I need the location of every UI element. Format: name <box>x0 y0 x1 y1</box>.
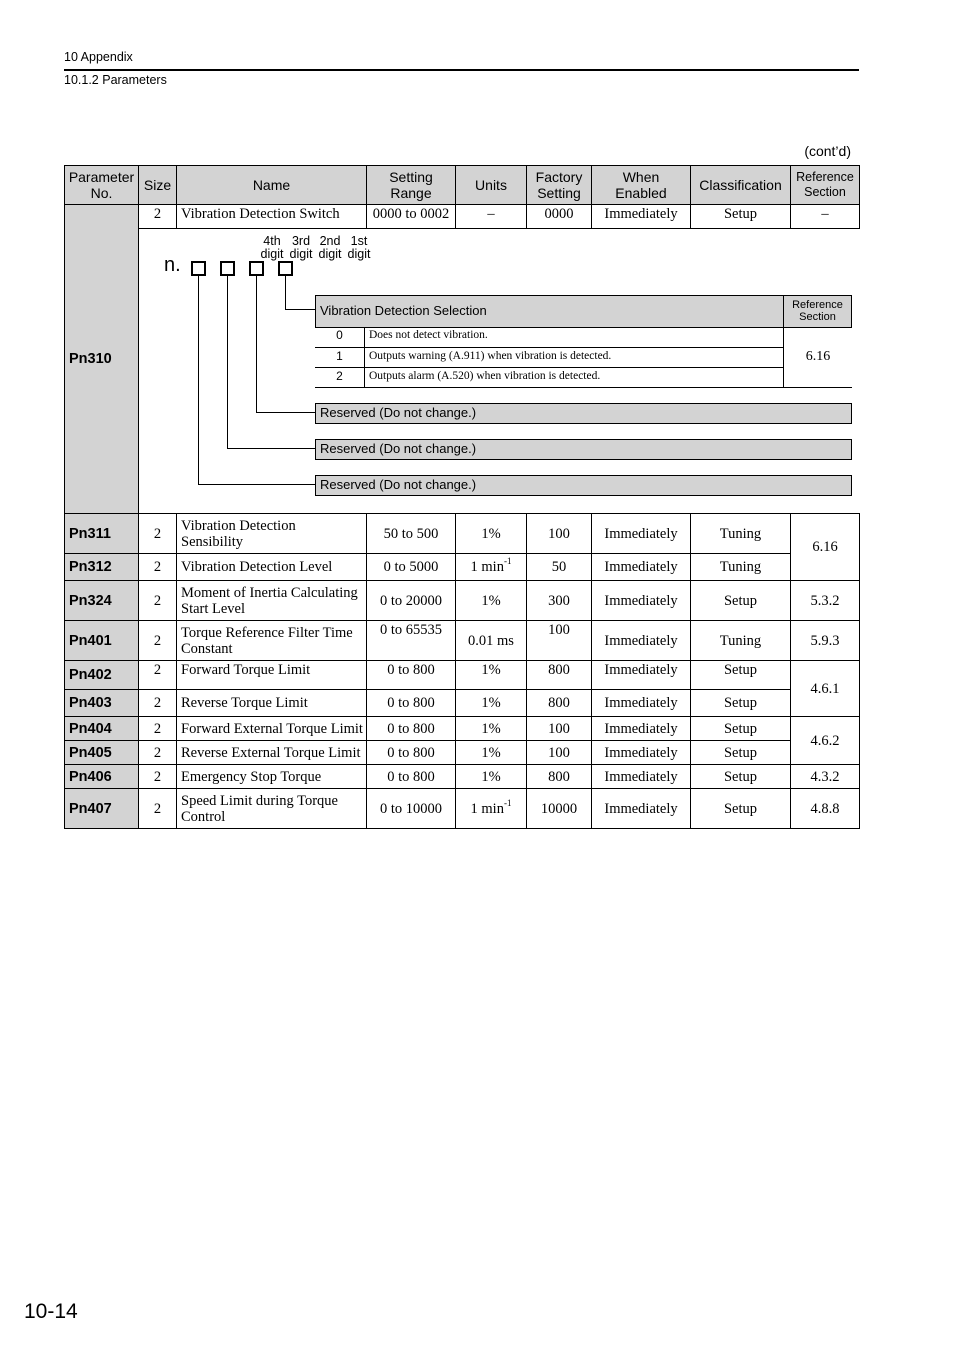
name-cell: Vibration Detection Sensibility <box>177 514 367 554</box>
header-rule <box>64 69 859 71</box>
units-cell: 1% <box>456 741 527 765</box>
classification-cell: Tuning <box>691 514 791 554</box>
name-cell: Reverse Torque Limit <box>177 690 367 717</box>
col-header-factory-setting: Factory Setting <box>527 166 592 205</box>
param-no-cell: Pn324 <box>65 581 139 621</box>
selection-title: Vibration Detection Selection <box>320 303 487 318</box>
units-cell: 1% <box>456 717 527 741</box>
factory-cell: 800 <box>527 661 592 690</box>
table-row <box>65 789 860 829</box>
ref-cell: 4.6.1 <box>791 661 860 717</box>
table-row <box>65 661 860 690</box>
digit-box-3rd <box>220 261 235 276</box>
digit-diagram <box>139 229 859 513</box>
range-cell: 50 to 500 <box>367 514 456 554</box>
digit-box-4th <box>191 261 206 276</box>
factory-cell: 800 <box>527 690 592 717</box>
table-row <box>65 205 860 229</box>
name-cell: Vibration Detection Level <box>177 554 367 581</box>
digit-box-2nd <box>249 261 264 276</box>
name-cell: Reverse External Torque Limit <box>177 741 367 765</box>
ref-cell: 4.6.2 <box>791 717 860 765</box>
classification-cell: Setup <box>691 205 791 229</box>
range-cell: 0000 to 0002 <box>367 205 456 229</box>
name-cell: Forward External Torque Limit <box>177 717 367 741</box>
classification-cell: Setup <box>691 765 791 789</box>
table-row <box>65 690 860 717</box>
when-cell: Immediately <box>592 581 691 621</box>
factory-cell: 50 <box>527 554 592 581</box>
table-row <box>65 554 860 581</box>
size-cell: 2 <box>139 765 177 789</box>
size-cell: 2 <box>139 789 177 829</box>
option-value-0: 0 <box>315 327 365 348</box>
table-row <box>65 765 860 789</box>
when-cell: Immediately <box>592 741 691 765</box>
classification-cell: Setup <box>691 690 791 717</box>
size-cell: 2 <box>139 621 177 661</box>
reserved-3rd-digit: Reserved (Do not change.) <box>315 439 852 460</box>
range-cell: 0 to 800 <box>367 661 456 690</box>
units-cell: 1% <box>456 765 527 789</box>
col-header-size: Size <box>139 166 177 205</box>
chapter-header: 10 Appendix <box>64 50 133 64</box>
param-no-cell: Pn312 <box>65 554 139 581</box>
col-header-name: Name <box>177 166 367 205</box>
name-cell: Emergency Stop Torque <box>177 765 367 789</box>
digit-label-2nd: 2nd digit <box>318 234 342 261</box>
size-cell: 2 <box>139 581 177 621</box>
when-cell: Immediately <box>592 661 691 690</box>
parameter-prefix: n. <box>164 254 181 276</box>
table-row <box>65 741 860 765</box>
size-cell: 2 <box>139 717 177 741</box>
connector-2nd-h <box>256 412 315 413</box>
when-cell: Immediately <box>592 789 691 829</box>
classification-cell: Setup <box>691 661 791 690</box>
table-row <box>65 621 860 661</box>
classification-cell: Setup <box>691 717 791 741</box>
connector-1st-h <box>285 309 315 310</box>
range-cell: 0 to 800 <box>367 690 456 717</box>
connector-3rd <box>227 276 228 448</box>
units-cell: 1% <box>456 514 527 554</box>
ref-cell: 6.16 <box>791 514 860 581</box>
param-no-cell: Pn311 <box>65 514 139 554</box>
units-cell: 0.01 ms <box>456 621 527 661</box>
when-cell: Immediately <box>592 717 691 741</box>
classification-cell: Tuning <box>691 554 791 581</box>
option-desc-0: Does not detect vibration. <box>364 327 784 348</box>
range-cell: 0 to 5000 <box>367 554 456 581</box>
name-cell: Moment of Inertia Calculating Start Level <box>177 581 367 621</box>
section-header: 10.1.2 Parameters <box>64 73 167 87</box>
units-cell: 1% <box>456 690 527 717</box>
param-no-cell: Pn406 <box>65 765 139 789</box>
reserved-2nd-digit: Reserved (Do not change.) <box>315 403 852 424</box>
size-cell: 2 <box>139 741 177 765</box>
when-cell: Immediately <box>592 205 691 229</box>
diagram-cell <box>139 229 860 514</box>
option-desc-2: Outputs alarm (A.520) when vibration is detected. <box>364 367 784 388</box>
units-cell: 1% <box>456 661 527 690</box>
sub-ref-header: Reference Section <box>783 295 852 328</box>
table-row <box>65 581 860 621</box>
factory-cell: 100 <box>527 514 592 554</box>
table-header-row <box>65 166 860 205</box>
connector-3rd-h <box>227 448 315 449</box>
connector-1st <box>285 276 286 309</box>
range-cell: 0 to 65535 <box>367 621 456 661</box>
option-value-2: 2 <box>315 367 365 388</box>
ref-cell: 4.8.8 <box>791 789 860 829</box>
when-cell: Immediately <box>592 514 691 554</box>
continued-label: (cont’d) <box>804 143 851 159</box>
name-cell: Vibration Detection Switch <box>177 205 367 229</box>
param-no-cell: Pn310 <box>65 205 139 514</box>
size-cell: 2 <box>139 554 177 581</box>
name-cell: Forward Torque Limit <box>177 661 367 690</box>
param-no-cell: Pn404 <box>65 717 139 741</box>
factory-cell: 100 <box>527 717 592 741</box>
units-cell: 1% <box>456 581 527 621</box>
digit-label-3rd: 3rd digit <box>289 234 313 261</box>
param-no-cell: Pn401 <box>65 621 139 661</box>
param-no-cell: Pn402 <box>65 661 139 690</box>
connector-4th-h <box>198 484 315 485</box>
ref-cell: – <box>791 205 860 229</box>
param-no-cell: Pn405 <box>65 741 139 765</box>
range-cell: 0 to 10000 <box>367 789 456 829</box>
when-cell: Immediately <box>592 621 691 661</box>
when-cell: Immediately <box>592 690 691 717</box>
connector-2nd <box>256 276 257 412</box>
factory-cell: 10000 <box>527 789 592 829</box>
option-ref-cell: 6.16 <box>783 327 852 388</box>
factory-cell: 100 <box>527 621 592 661</box>
col-header-classification: Classification <box>691 166 791 205</box>
classification-cell: Setup <box>691 789 791 829</box>
col-header-units: Units <box>456 166 527 205</box>
range-cell: 0 to 20000 <box>367 581 456 621</box>
col-header-setting-range: Setting Range <box>367 166 456 205</box>
page-number: 10-14 <box>24 1300 78 1323</box>
size-cell: 2 <box>139 514 177 554</box>
ref-cell: 5.9.3 <box>791 621 860 661</box>
units-cell: 1 $\min^{-1}$ <box>456 789 527 829</box>
range-cell: 0 to 800 <box>367 717 456 741</box>
range-cell: 0 to 800 <box>367 765 456 789</box>
factory-cell: 100 <box>527 741 592 765</box>
col-header-parameter-no: Parameter No. <box>65 166 139 205</box>
size-cell: 2 <box>139 661 177 690</box>
when-cell: Immediately <box>592 765 691 789</box>
size-cell: 2 <box>139 205 177 229</box>
factory-cell: 0000 <box>527 205 592 229</box>
classification-cell: Setup <box>691 741 791 765</box>
digit-box-1st <box>278 261 293 276</box>
diagram-row <box>65 229 860 514</box>
reserved-4th-digit: Reserved (Do not change.) <box>315 475 852 496</box>
digit-label-1st: 1st digit <box>347 234 371 261</box>
connector-4th <box>198 276 199 484</box>
col-header-when-enabled: When Enabled <box>592 166 691 205</box>
classification-cell: Setup <box>691 581 791 621</box>
digit-label-4th: 4th digit <box>260 234 284 261</box>
table-row <box>65 717 860 741</box>
classification-cell: Tuning <box>691 621 791 661</box>
range-cell: 0 to 800 <box>367 741 456 765</box>
parameters-table <box>64 165 860 829</box>
param-no-cell: Pn407 <box>65 789 139 829</box>
option-value-1: 1 <box>315 347 365 368</box>
param-no-cell: Pn403 <box>65 690 139 717</box>
ref-cell: 5.3.2 <box>791 581 860 621</box>
col-header-reference-section: Reference Section <box>791 166 860 205</box>
size-cell: 2 <box>139 690 177 717</box>
ref-cell: 4.3.2 <box>791 765 860 789</box>
factory-cell: 300 <box>527 581 592 621</box>
name-cell: Torque Reference Filter Time Constant <box>177 621 367 661</box>
factory-cell: 800 <box>527 765 592 789</box>
table-row <box>65 514 860 554</box>
units-cell: 1 $\min^{-1}$ <box>456 554 527 581</box>
name-cell: Speed Limit during Torque Control <box>177 789 367 829</box>
when-cell: Immediately <box>592 554 691 581</box>
units-cell: – <box>456 205 527 229</box>
option-desc-1: Outputs warning (A.911) when vibration is detected. <box>364 347 784 368</box>
